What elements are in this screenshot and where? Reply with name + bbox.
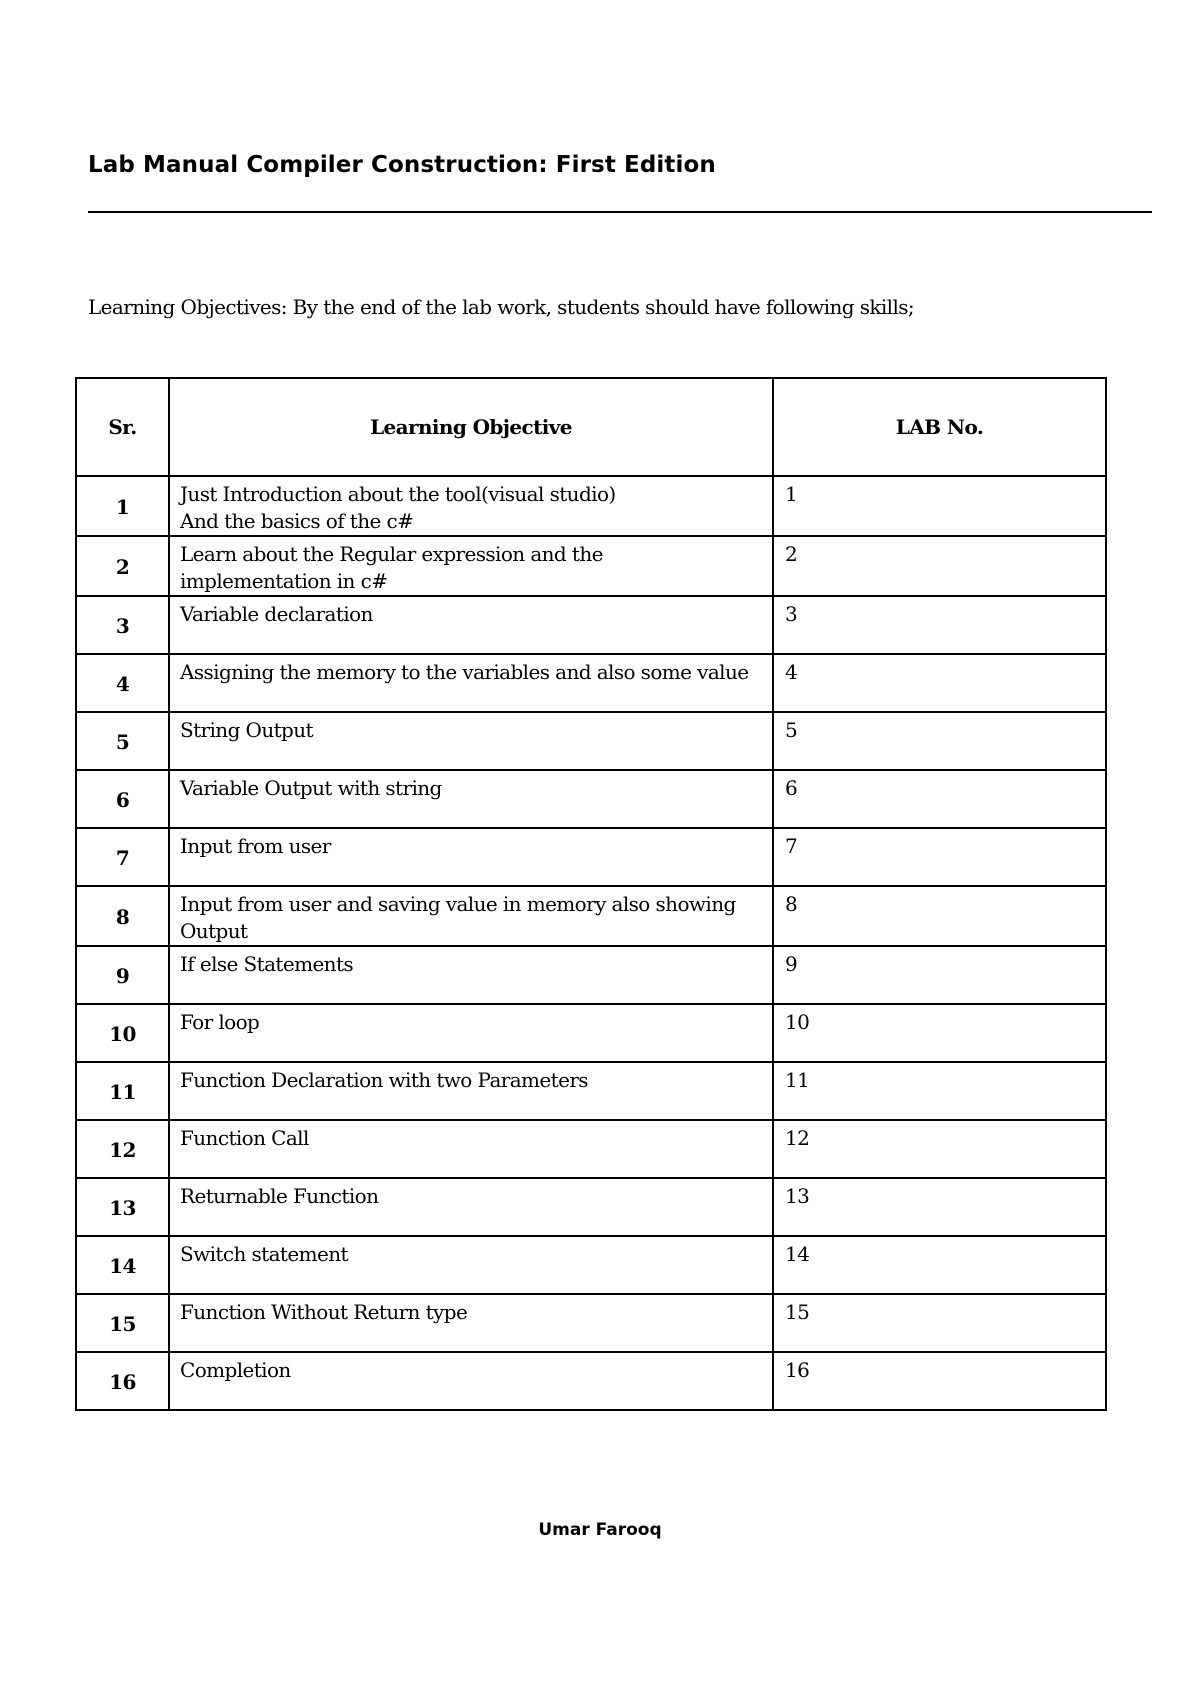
objective-line: Variable declaration — [180, 602, 373, 626]
objective-line: String Output — [180, 718, 313, 742]
row-sr: 3 — [76, 596, 169, 654]
row-objective — [169, 536, 773, 596]
row-lab-no: 15 — [773, 1294, 1106, 1352]
learning-objectives-table — [75, 377, 1107, 1411]
objective-line: Variable Output with string — [180, 776, 442, 800]
table-row — [76, 946, 1106, 1004]
row-lab-no: 13 — [773, 1178, 1106, 1236]
row-objective — [169, 946, 773, 1004]
row-objective — [169, 1294, 773, 1352]
table-row — [76, 476, 1106, 536]
objective-line: Input from user and saving value in memory also showing — [180, 892, 736, 916]
table-row — [76, 1294, 1106, 1352]
row-sr: 11 — [76, 1062, 169, 1120]
row-lab-no: 14 — [773, 1236, 1106, 1294]
row-sr: 14 — [76, 1236, 169, 1294]
row-lab-no: 11 — [773, 1062, 1106, 1120]
objective-line: Learn about the Regular expression and the — [180, 542, 603, 566]
objective-line: Function Without Return type — [180, 1300, 468, 1324]
table-row — [76, 828, 1106, 886]
objective-line: Function Call — [180, 1126, 309, 1150]
objective-line: If else Statements — [180, 952, 354, 976]
table-row — [76, 1062, 1106, 1120]
row-sr: 7 — [76, 828, 169, 886]
row-lab-no: 5 — [773, 712, 1106, 770]
title-divider — [88, 211, 1152, 213]
row-lab-no: 10 — [773, 1004, 1106, 1062]
table-row — [76, 1352, 1106, 1410]
objective-line: Completion — [180, 1358, 291, 1382]
row-lab-no: 4 — [773, 654, 1106, 712]
row-lab-no: 6 — [773, 770, 1106, 828]
table-row — [76, 596, 1106, 654]
objective-line: Input from user — [180, 834, 331, 858]
row-lab-no: 16 — [773, 1352, 1106, 1410]
row-objective — [169, 828, 773, 886]
table-row — [76, 1236, 1106, 1294]
row-sr: 13 — [76, 1178, 169, 1236]
row-objective — [169, 1178, 773, 1236]
row-objective — [169, 712, 773, 770]
row-objective — [169, 596, 773, 654]
row-objective — [169, 886, 773, 946]
table-row — [76, 712, 1106, 770]
objective-line: And the basics of the c# — [180, 509, 414, 533]
author-name: Umar Farooq — [538, 1520, 662, 1540]
table-row — [76, 770, 1106, 828]
objective-line: implementation in c# — [180, 569, 388, 593]
row-sr: 4 — [76, 654, 169, 712]
row-sr: 9 — [76, 946, 169, 1004]
row-sr: 8 — [76, 886, 169, 946]
objective-line: Switch statement — [180, 1242, 348, 1266]
table-header-row — [76, 378, 1106, 476]
header-sr: Sr. — [76, 378, 169, 476]
row-lab-no: 1 — [773, 476, 1106, 536]
row-lab-no: 9 — [773, 946, 1106, 1004]
objective-line: Output — [180, 919, 248, 943]
table-row — [76, 1178, 1106, 1236]
objective-line: Function Declaration with two Parameters — [180, 1068, 588, 1092]
objective-line: Just Introduction about the tool(visual studio) — [180, 482, 616, 506]
table-row — [76, 654, 1106, 712]
row-sr: 5 — [76, 712, 169, 770]
page-title: Lab Manual Compiler Construction: First Edition — [88, 152, 716, 178]
row-lab-no: 2 — [773, 536, 1106, 596]
row-lab-no: 3 — [773, 596, 1106, 654]
row-objective — [169, 1062, 773, 1120]
row-objective — [169, 654, 773, 712]
table-row — [76, 1120, 1106, 1178]
table-row — [76, 536, 1106, 596]
header-lab-no: LAB No. — [773, 378, 1106, 476]
objective-line: Assigning the memory to the variables and also some value — [180, 660, 749, 684]
row-lab-no: 8 — [773, 886, 1106, 946]
row-objective — [169, 770, 773, 828]
row-objective — [169, 1236, 773, 1294]
row-sr: 1 — [76, 476, 169, 536]
row-objective — [169, 1120, 773, 1178]
table-row — [76, 1004, 1106, 1062]
objective-line: For loop — [180, 1010, 260, 1034]
row-sr: 15 — [76, 1294, 169, 1352]
row-sr: 10 — [76, 1004, 169, 1062]
row-lab-no: 7 — [773, 828, 1106, 886]
table-row — [76, 886, 1106, 946]
header-learning-objective: Learning Objective — [169, 378, 773, 476]
row-lab-no: 12 — [773, 1120, 1106, 1178]
row-sr: 16 — [76, 1352, 169, 1410]
learning-objectives-intro: Learning Objectives: By the end of the lab work, students should have following skills; — [88, 295, 915, 319]
row-sr: 6 — [76, 770, 169, 828]
row-objective — [169, 476, 773, 536]
row-sr: 2 — [76, 536, 169, 596]
row-objective — [169, 1004, 773, 1062]
row-sr: 12 — [76, 1120, 169, 1178]
objective-line: Returnable Function — [180, 1184, 379, 1208]
table-body — [76, 476, 1106, 1410]
row-objective — [169, 1352, 773, 1410]
